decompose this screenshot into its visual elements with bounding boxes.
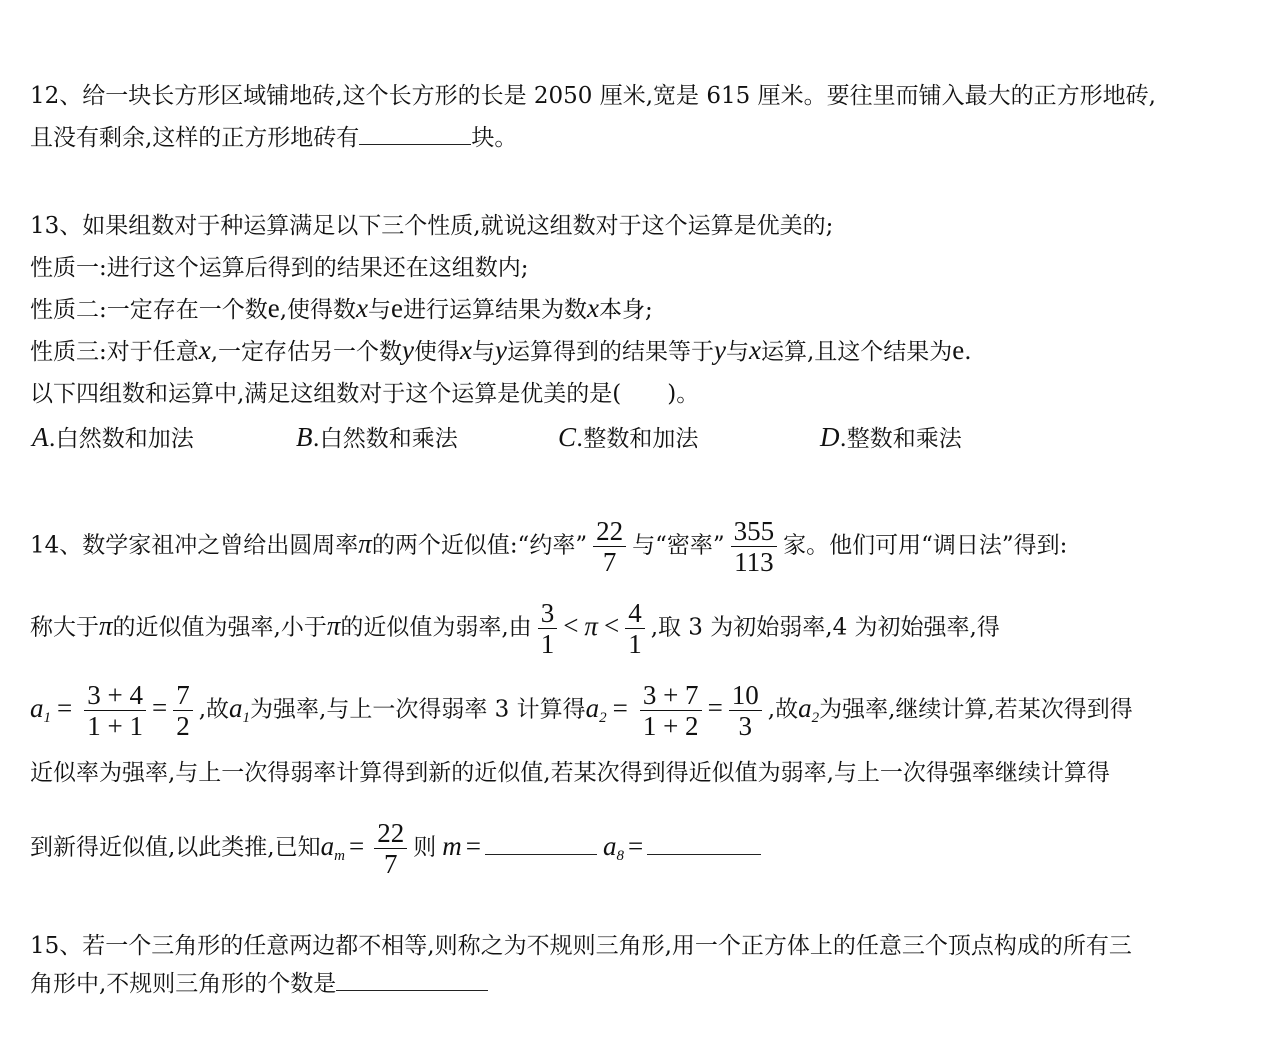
- option-d[interactable]: [820, 422, 962, 454]
- q14-l3d: 为强率,继续计算,若某次得到得: [819, 696, 1133, 723]
- a2-symbol: [585, 692, 607, 726]
- m-answer-blank[interactable]: [485, 834, 597, 855]
- fraction-denominator: 1 + 2: [642, 711, 699, 741]
- fraction-3-1: [538, 598, 558, 659]
- q12-line2-end: 块。: [471, 125, 518, 151]
- fraction-355-113: [731, 516, 778, 577]
- a8-answer-blank[interactable]: [647, 834, 761, 855]
- a-letter: a: [229, 692, 243, 723]
- p2-e1: e: [267, 293, 280, 323]
- q14-l1b: 的两个近似值:“约率”: [371, 532, 588, 559]
- q13-question: 以下四组数和运算中,满足这组数对于这个运算是优美的是( )。: [30, 381, 700, 407]
- p2-a: 性质二:一定存在一个数: [30, 297, 268, 323]
- a2-symbol: [798, 692, 820, 726]
- fraction-22-7: [374, 818, 407, 879]
- fraction-numerator: 355: [731, 516, 778, 547]
- equals: =: [612, 692, 628, 723]
- fraction-denominator: 7: [602, 547, 617, 577]
- fraction-denominator: 113: [734, 547, 774, 577]
- a1-symbol: [229, 692, 251, 726]
- pi-symbol: π: [99, 610, 113, 641]
- fraction-denominator: 7: [383, 849, 398, 879]
- q13-intro: 13、如果组数对于种运算满足以下三个性质,就说这组数对于这个运算是优美的;: [30, 213, 834, 239]
- option-a-letter: A: [32, 422, 49, 452]
- q14-line1: [30, 516, 1067, 577]
- fraction-denominator: 3: [738, 711, 753, 741]
- fraction-numerator: 3 + 4: [84, 680, 146, 711]
- fraction-3p7-1p2: [640, 680, 702, 741]
- p3-y3: y: [714, 335, 726, 365]
- less-than: <: [603, 610, 620, 641]
- p2-x2: x: [587, 293, 599, 323]
- equals: =: [348, 830, 365, 861]
- equals: =: [627, 830, 644, 861]
- a1-symbol: [30, 692, 51, 726]
- fraction-7-2: [173, 680, 193, 741]
- q15-answer-blank[interactable]: [336, 970, 488, 991]
- p3-y1: y: [402, 335, 415, 365]
- fraction-denominator: 1: [540, 629, 555, 659]
- q14-l5b: 则: [413, 834, 437, 861]
- m-symbol: m: [442, 830, 462, 861]
- p3-i: .: [964, 339, 972, 365]
- q14-line2: [30, 598, 1000, 659]
- fraction-22-7: [593, 516, 626, 577]
- p3-x2: x: [460, 335, 473, 365]
- option-d-letter: D: [820, 422, 840, 452]
- fraction-denominator: 1 + 1: [87, 711, 143, 741]
- a-letter: a: [320, 830, 335, 861]
- q13-property-1: 性质一:进行这个运算后得到的结果还在这组数内;: [30, 255, 529, 281]
- a-letter: a: [585, 692, 600, 723]
- p2-b: ,使得数: [279, 297, 357, 323]
- q13-property-2: [30, 293, 653, 325]
- q14-line5: [30, 818, 761, 879]
- q13-options: [32, 422, 962, 454]
- am-symbol: [320, 830, 345, 864]
- fraction-numerator: 10: [729, 680, 762, 711]
- p2-e2: e: [391, 293, 404, 323]
- equals: =: [151, 692, 168, 723]
- q14-line3: [30, 680, 1133, 741]
- q14-l2b: 的近似值为强率,小于: [112, 614, 327, 641]
- q12-line1: 12、给一块长方形区域铺地砖,这个长方形的长是 2050 厘米,宽是 615 厘米。要往里而铺入最大的正方形地砖,: [30, 83, 1156, 109]
- p3-d: 与: [472, 339, 496, 365]
- q14-line4: 近似率为强率,与上一次得弱率计算得到新的近似值,若某次得到得近似值为弱率,与上一次得强率继续计算得: [30, 760, 1110, 786]
- subscript: 2: [599, 709, 607, 726]
- q15-line1: 15、若一个三角形的任意两边都不相等,则称之为不规则三角形,用一个正方体上的任意三个顶点构成的所有三: [30, 933, 1132, 959]
- q12-line2: [30, 123, 517, 153]
- option-a[interactable]: [32, 422, 296, 454]
- q14-l2d: ,取 3 为初始弱率,4 为初始强率,得: [650, 614, 1000, 641]
- option-c-text: .整数和加法: [576, 426, 699, 452]
- fraction-numerator: 4: [625, 598, 645, 629]
- q14-l1d: 家。他们可用“调日法”得到:: [783, 532, 1068, 559]
- pi-symbol: π: [358, 528, 372, 559]
- fraction-numerator: 22: [593, 516, 626, 547]
- q14-l2a: 称大于: [30, 614, 99, 641]
- p3-c: 使得: [414, 339, 461, 365]
- less-than: <: [563, 610, 579, 641]
- option-b-text: .白然数和乘法: [312, 426, 458, 452]
- fraction-numerator: 3: [538, 598, 558, 629]
- option-c[interactable]: [558, 422, 820, 454]
- p2-d: 进行运算结果为数: [403, 297, 588, 323]
- fraction-numerator: 22: [374, 818, 407, 849]
- fraction-denominator: 1: [628, 629, 642, 659]
- equals: =: [465, 830, 481, 861]
- p3-a: 性质三:对于任意: [30, 339, 199, 365]
- q14-l3b: 为强率,与上一次得弱率 3 计算得: [250, 696, 586, 723]
- p2-c: 与: [368, 297, 392, 323]
- q15-line2-text: 角形中,不规则三角形的个数是: [30, 971, 337, 997]
- a-letter: a: [602, 830, 617, 861]
- fraction-denominator: 2: [176, 711, 190, 741]
- option-b-letter: B: [296, 422, 313, 452]
- a-letter: a: [30, 692, 44, 723]
- pi-symbol: π: [326, 610, 341, 641]
- subscript: 8: [616, 847, 624, 864]
- subscript: 1: [43, 709, 51, 726]
- fraction-3p4-1p1: [84, 680, 146, 741]
- subscript: m: [334, 847, 345, 864]
- option-c-letter: C: [558, 422, 577, 452]
- q15-line2: [30, 969, 488, 999]
- q14-l3c: ,故: [767, 696, 799, 723]
- q14-l5a: 到新得近似值,以此类推,已知: [30, 834, 321, 861]
- q14-l1c: 与“密率”: [632, 532, 725, 559]
- q12-answer-blank[interactable]: [359, 124, 471, 145]
- p2-x1: x: [356, 293, 369, 323]
- fraction-10-3: [729, 680, 762, 741]
- p3-f: 运算得到的结果等于: [507, 339, 714, 365]
- p3-y2: y: [495, 335, 507, 365]
- p3-h: 运算,且这个结果为: [760, 339, 953, 365]
- q14-l2c: 的近似值为弱率,由: [340, 614, 532, 641]
- a-letter: a: [798, 692, 812, 723]
- equals: =: [57, 692, 73, 723]
- p3-x1: x: [198, 335, 211, 365]
- fraction-numerator: 7: [173, 680, 193, 711]
- p3-b: ,一定存估另一个数: [210, 339, 403, 365]
- pi-symbol: π: [584, 610, 598, 641]
- q12-line2-text: 且没有剩余,这样的正方形地砖有: [30, 125, 360, 151]
- option-d-text: .整数和乘法: [839, 426, 962, 452]
- fraction-4-1: [625, 598, 645, 659]
- option-b[interactable]: [296, 422, 558, 454]
- q14-l3a: ,故: [198, 696, 230, 723]
- q14-l1a: 14、数学家祖冲之曾给出圆周率: [30, 532, 359, 559]
- option-a-text: .白然数和加法: [48, 426, 194, 452]
- p3-g: 与: [725, 339, 749, 365]
- p3-x3: x: [748, 335, 761, 365]
- p2-f: 本身;: [599, 297, 653, 323]
- a8-symbol: [602, 830, 624, 864]
- subscript: 2: [811, 709, 820, 726]
- p3-e: e: [952, 335, 965, 365]
- q13-property-3: [30, 335, 972, 367]
- subscript: 1: [242, 709, 251, 726]
- equals: =: [707, 692, 723, 723]
- fraction-numerator: 3 + 7: [640, 680, 702, 711]
